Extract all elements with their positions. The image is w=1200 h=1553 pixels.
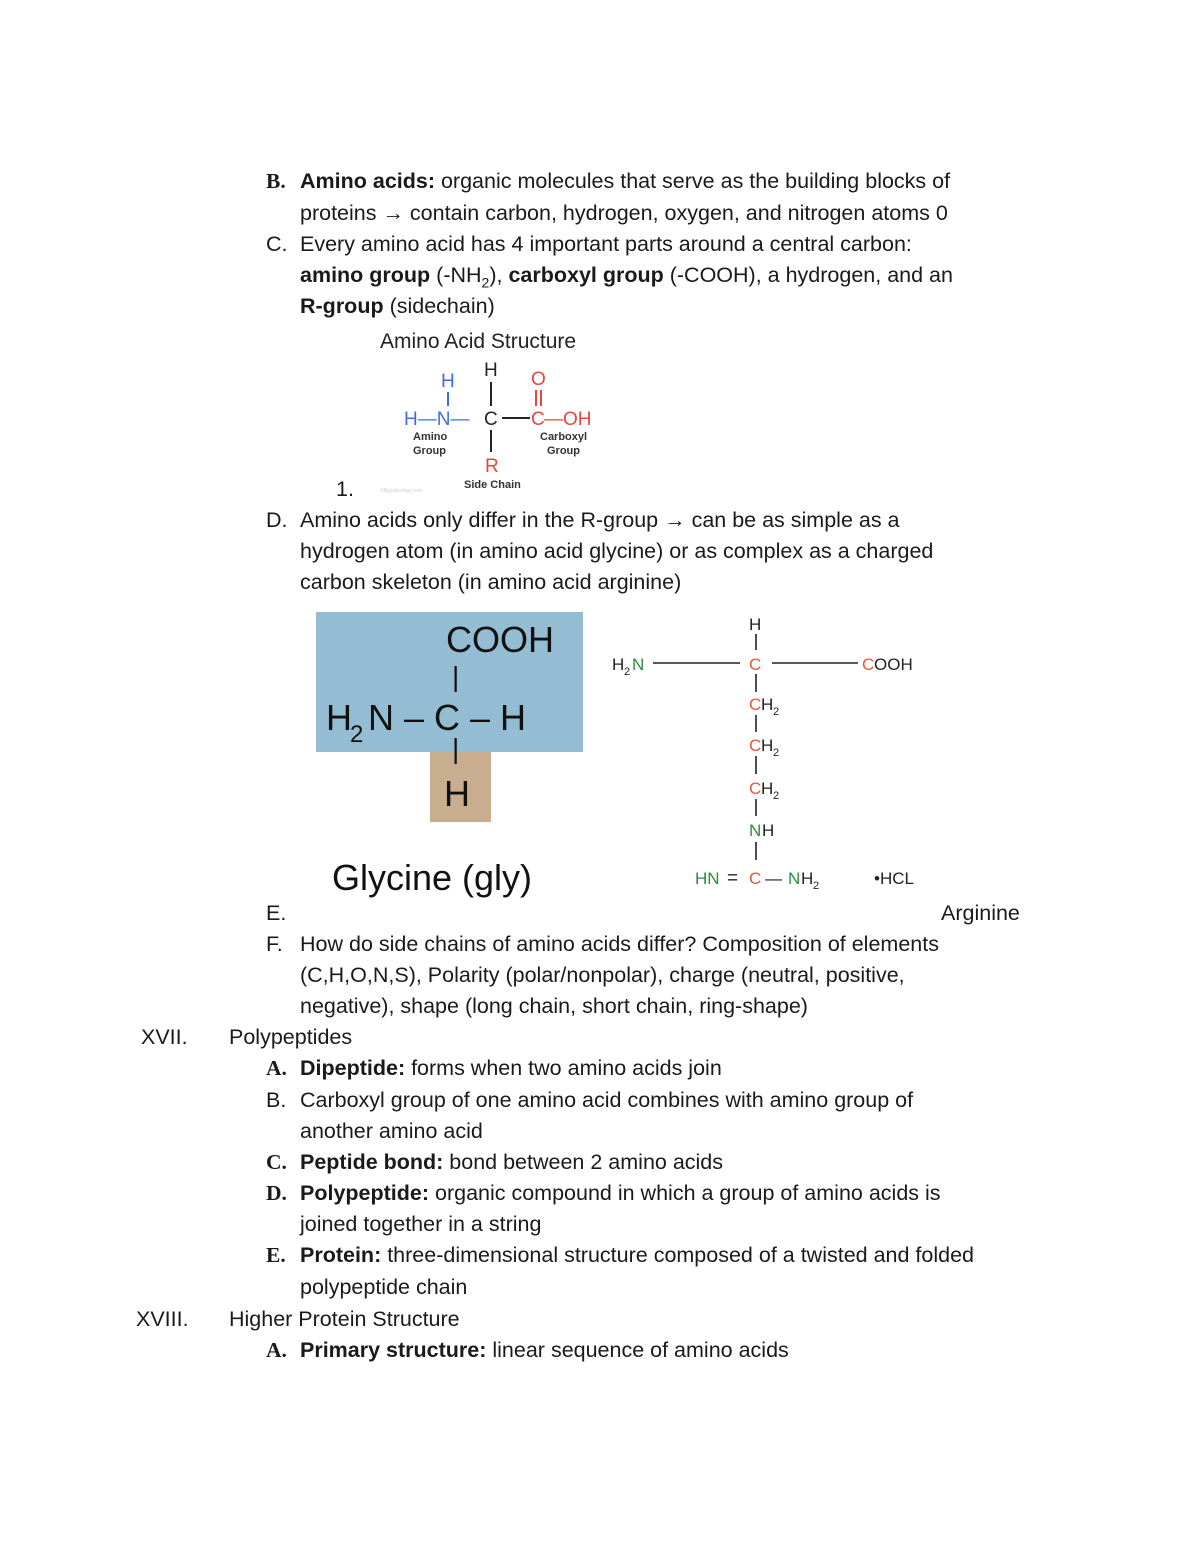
paren-close: ),	[489, 263, 509, 287]
nh-n: N	[749, 821, 762, 840]
arginine-h-top: H	[749, 615, 762, 634]
xvii-e-line2: polypeptide chain	[300, 1275, 468, 1299]
arginine-nh2-sub: 2	[813, 880, 820, 892]
term-r-group: R-group	[300, 294, 384, 318]
amino-label-2: Group	[413, 445, 446, 457]
arginine-ch2-3	[749, 779, 779, 802]
arginine-h2n-sub: 2	[624, 666, 631, 678]
arginine-nh2-n: N	[788, 869, 801, 888]
arginine-ch2-1	[749, 695, 779, 718]
arginine-cooh-c: C	[862, 655, 875, 674]
alpha-carbon: C	[484, 409, 498, 430]
amino-acid-structure-diagram	[370, 322, 640, 494]
xvii-d-label: D.	[266, 1181, 287, 1205]
glycine-bond-bottom: |	[452, 733, 460, 764]
r-group: R	[485, 456, 499, 477]
item-c-line3-rest: (sidechain)	[383, 294, 495, 318]
term-protein: Protein:	[300, 1243, 382, 1267]
xvii-a-label: A.	[266, 1056, 287, 1080]
ch2-2-h: H	[761, 736, 774, 755]
ch2-2-sub: 2	[773, 747, 780, 759]
alpha-h: H	[484, 360, 498, 381]
xvii-e-line1	[300, 1240, 974, 1271]
term-carboxyl-group: carboxyl group	[508, 263, 664, 287]
ch2-3-h: H	[761, 779, 774, 798]
xviii-a-line	[300, 1335, 789, 1366]
glycine-diagram	[314, 610, 589, 905]
ch2-3-c: C	[749, 779, 762, 798]
arginine-double-bond: =	[727, 868, 739, 889]
diagram-title: Amino Acid Structure	[380, 330, 577, 353]
amino-hn: H—N—	[404, 409, 470, 430]
glycine-h2-subscript: 2	[350, 721, 364, 748]
arginine-diagram	[608, 612, 938, 897]
xviii-a-rest: linear sequence of amino acids	[486, 1338, 789, 1362]
section-xvii-title: Polypeptides	[229, 1025, 353, 1049]
carboxyl-label-2: Group	[547, 445, 580, 457]
ch2-1-c: C	[749, 695, 762, 714]
amino-h-top: H	[441, 371, 455, 392]
xvii-e-rest: three-dimensional structure composed of a twisted and folded	[381, 1243, 975, 1267]
term-polypeptide: Polypeptide:	[300, 1181, 430, 1205]
arginine-cooh-rest: OOH	[874, 655, 913, 674]
carbonyl-o: O	[531, 369, 546, 390]
item-d-line1: Amino acids only differ in the R-group → can be as simple as a	[300, 508, 900, 532]
xvii-d-rest: organic compound in which a group of amino acids is	[429, 1181, 941, 1205]
term-primary-structure: Primary structure:	[300, 1338, 487, 1362]
arginine-hcl: •HCL	[874, 869, 914, 888]
xvii-a-line	[300, 1053, 722, 1084]
amino-label-1: Amino	[413, 431, 448, 443]
item-e-label: E.	[266, 901, 287, 925]
xvii-d-line2: joined together in a string	[300, 1212, 542, 1236]
xvii-b-line2: another amino acid	[300, 1119, 483, 1143]
xvii-b-line1: Carboxyl group of one amino acid combines with amino group of	[300, 1088, 914, 1112]
glycine-cooh: COOH	[446, 619, 554, 660]
xvii-c-label: C.	[266, 1150, 287, 1174]
glycine-h-side: H	[444, 773, 470, 814]
arginine-nh2-h: H	[801, 869, 814, 888]
xvii-c-rest: bond between 2 amino acids	[443, 1150, 724, 1174]
section-xvii-label: XVII.	[141, 1025, 188, 1049]
ch2-1-h: H	[761, 695, 774, 714]
arginine-hn: HN	[695, 869, 720, 888]
arginine-h2n-n: N	[632, 655, 645, 674]
xvii-c-line	[300, 1147, 723, 1178]
xvii-d-line1	[300, 1178, 941, 1209]
item-b-line2: proteins → contain carbon, hydrogen, oxygen, and nitrogen atoms 0	[300, 201, 948, 225]
ch2-2-c: C	[749, 736, 762, 755]
arginine-nh	[749, 821, 774, 840]
section-xviii-title: Higher Protein Structure	[229, 1307, 460, 1331]
ch2-1-sub: 2	[773, 706, 780, 718]
diagram-watermark: ©Byjusbiology.com	[380, 488, 423, 494]
carboxyl-oh: —OH	[544, 409, 592, 430]
section-xviii-label: XVIII.	[136, 1307, 189, 1331]
glycine-h2: H	[326, 697, 352, 738]
xvii-a-rest: forms when two amino acids join	[405, 1056, 722, 1080]
item-c-line1: Every amino acid has 4 important parts around a central carbon:	[300, 232, 912, 256]
ch2-3-sub: 2	[773, 790, 780, 802]
item-d-label: D.	[266, 508, 288, 532]
glycine-bond-top: |	[452, 661, 460, 692]
arginine-caption: Arginine	[941, 901, 1020, 925]
nh2-subscript: 2	[481, 274, 490, 291]
arginine-nh2-dash: —	[765, 869, 782, 888]
item-f-line3: negative), shape (long chain, short chain, ring-shape)	[300, 994, 808, 1018]
item-f-line2: (C,H,O,N,S), Polarity (polar/nonpolar), charge (neutral, positive,	[300, 963, 905, 987]
item-c-rest: (-COOH), a hydrogen, and an	[663, 263, 953, 287]
carboxyl-c: C	[531, 409, 545, 430]
xvii-e-label: E.	[266, 1243, 286, 1267]
glycine-n-c-h: N – C – H	[368, 697, 527, 738]
item-d-line2: hydrogen atom (in amino acid glycine) or as complex as a charged	[300, 539, 934, 563]
item-d-line3: carbon skeleton (in amino acid arginine)	[300, 570, 682, 594]
term-peptide-bond: Peptide bond:	[300, 1150, 444, 1174]
sub-item-1-label: 1.	[336, 477, 354, 501]
item-c-label: C.	[266, 232, 288, 256]
item-c-line3	[300, 291, 495, 322]
nh2-text: (-NH	[430, 263, 482, 287]
carboxyl-label-1: Carboxyl	[540, 431, 588, 443]
arginine-guanidino-c: C	[749, 869, 762, 888]
arginine-h2n-h: H	[612, 655, 625, 674]
term-amino-group: amino group	[300, 263, 431, 287]
xviii-a-label: A.	[266, 1338, 287, 1362]
item-f-line1: How do side chains of amino acids differ? Composition of elements	[300, 932, 939, 956]
xvii-b-label: B.	[266, 1088, 287, 1112]
term-dipeptide: Dipeptide:	[300, 1056, 406, 1080]
item-b-text: organic molecules that serve as the building blocks of	[435, 169, 951, 193]
glycine-caption: Glycine (gly)	[332, 857, 533, 898]
arginine-ch2-2	[749, 736, 779, 759]
item-f-label: F.	[266, 932, 283, 956]
term-amino-acids: Amino acids:	[300, 169, 435, 193]
arginine-alpha-c: C	[749, 655, 762, 674]
side-chain-label: Side Chain	[464, 479, 521, 491]
nh-h: H	[762, 821, 775, 840]
item-b-line1	[300, 166, 950, 197]
item-b-label: B.	[266, 169, 286, 193]
